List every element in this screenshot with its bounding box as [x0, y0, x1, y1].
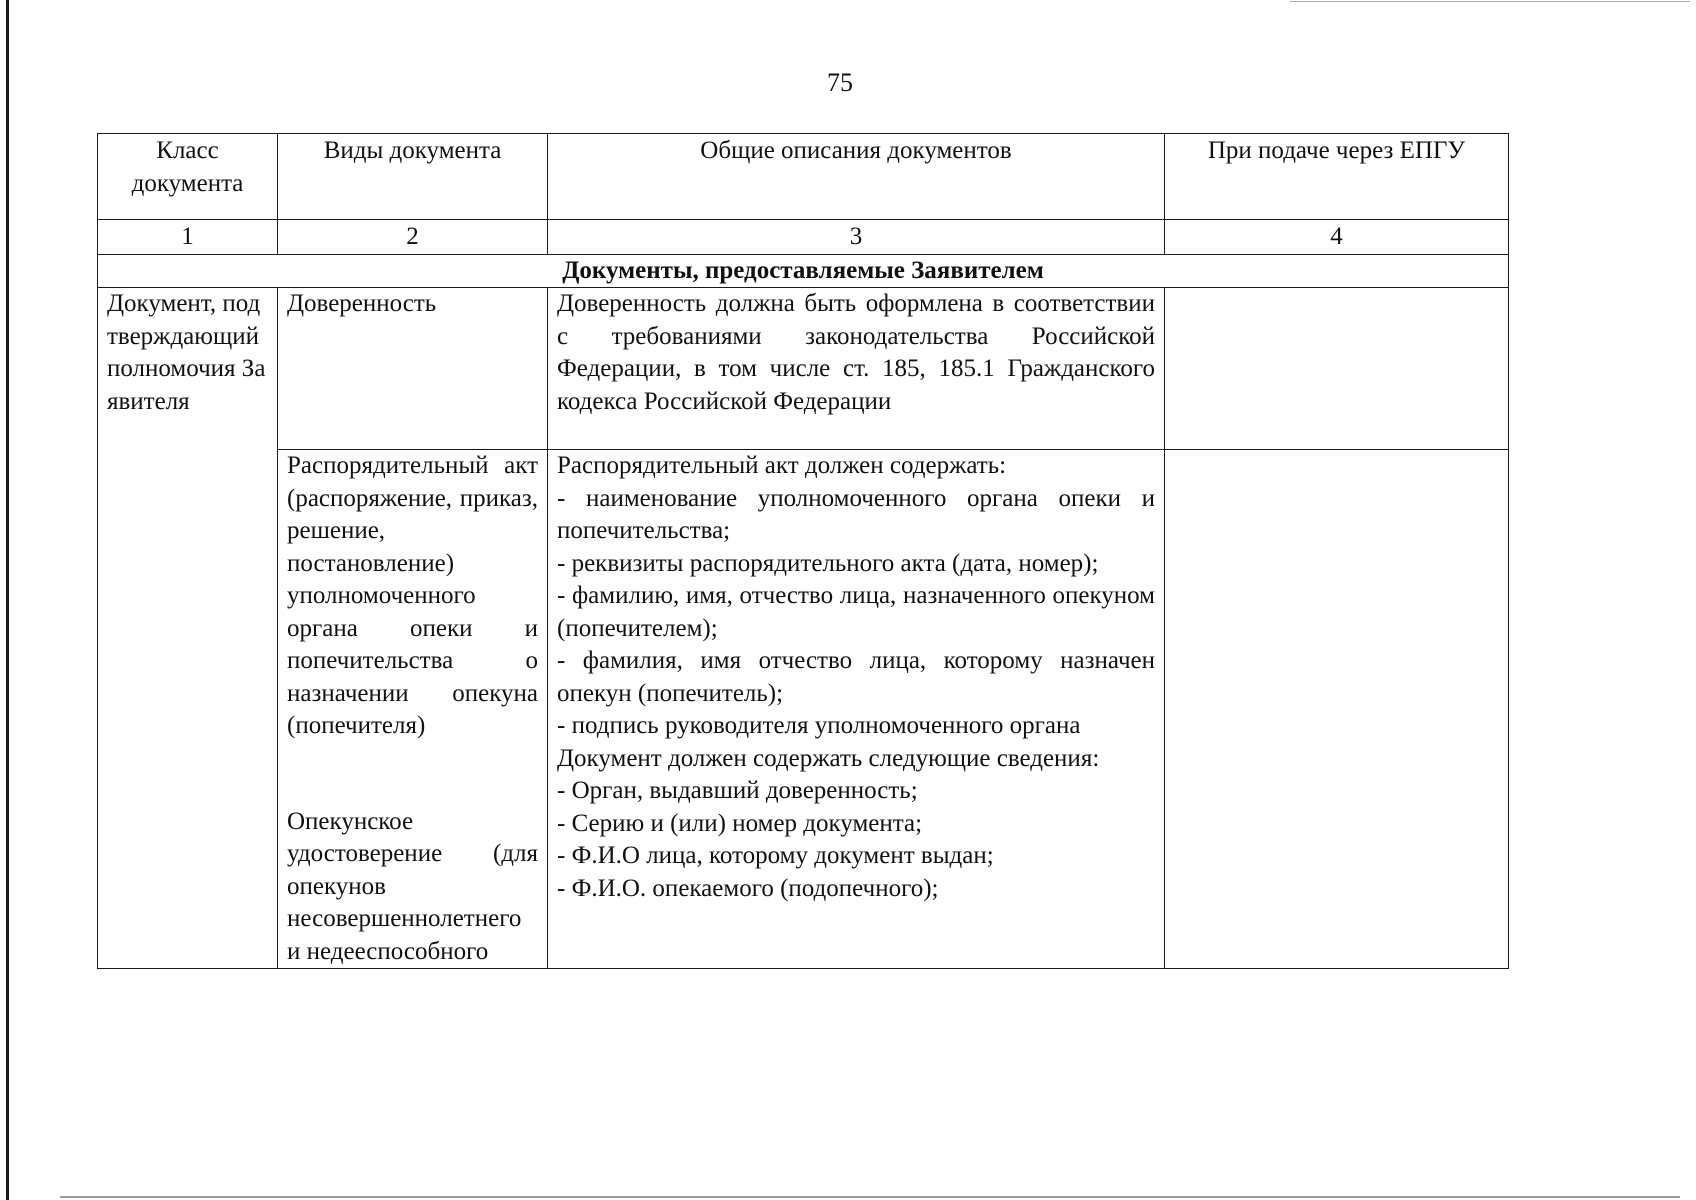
- description-intro: Распорядительный акт должен содержать:: [557, 452, 1007, 479]
- document-kind-label-2: Опекунское удостоверение (для опекунов несовершеннолетнего и недееспособного: [287, 807, 538, 965]
- header-kinds-label: Виды документа: [323, 137, 502, 164]
- description2-item: - Серию и (или) номер документа;: [557, 809, 923, 837]
- document-class-label: Документ, подтверждающий полномочия Заявителя: [107, 290, 266, 415]
- header-class-label: Класс документа: [131, 137, 244, 197]
- description2-item: - Ф.И.О. опекаемого (подопечного);: [557, 874, 939, 902]
- page-number: 75: [827, 68, 853, 97]
- header-epgu: [1165, 134, 1509, 220]
- documents-table: [97, 133, 1509, 969]
- document-kind-cell: [278, 450, 548, 969]
- document-kind-label: Доверенность: [287, 290, 437, 317]
- column-number-row: [98, 220, 1509, 255]
- description2-item: - Орган, выдавший доверенность;: [557, 777, 918, 804]
- table-row: [98, 450, 1509, 969]
- header-epgu-label: При подаче через ЕПГУ: [1207, 137, 1466, 164]
- column-number: 1: [98, 220, 278, 255]
- document-description-cell: [548, 288, 1165, 450]
- document-kind-cell: [278, 288, 548, 450]
- column-number: 2: [278, 220, 548, 255]
- table-row: [98, 288, 1509, 450]
- table-header-row: [98, 134, 1509, 220]
- document-kind-label: Распорядительный акт (распоряжение, приказ, решение, постановление) уполномоченного органа опеки и попечительства о назначении опекуна (попечителя): [287, 452, 538, 739]
- scan-border-bottom: [60, 1196, 1680, 1198]
- section-row: [98, 255, 1509, 288]
- document-class-cell: [98, 288, 278, 969]
- column-number: 3: [548, 220, 1165, 255]
- document-description-cell: [548, 450, 1165, 969]
- description2-intro: Документ должен содержать следующие сведения:: [557, 744, 1100, 772]
- document-description-text: Доверенность должна быть оформлена в соответствии с требованиями законодательства Российской Федерации, в том числе ст. 185, 185.1 Гражданского кодекса Российской Федерации: [557, 290, 1155, 415]
- epgu-cell: [1165, 288, 1509, 450]
- scan-border-top: [1290, 1, 1690, 2]
- description-item: - фамилия, имя отчество лица, которому назначен опекун (попечитель);: [557, 647, 1155, 707]
- header-descriptions: [548, 134, 1165, 220]
- description2-item: - Ф.И.О лица, которому документ выдан;: [557, 842, 994, 869]
- scan-border-left: [6, 0, 9, 1200]
- epgu-cell: [1165, 450, 1509, 969]
- description-item: - реквизиты распорядительного акта (дата, номер);: [557, 549, 1099, 577]
- header-kinds: [278, 134, 548, 220]
- header-class: [98, 134, 278, 220]
- column-number: 4: [1165, 220, 1509, 255]
- description-item: - подпись руководителя уполномоченного органа: [557, 712, 1081, 739]
- header-descriptions-label: Общие описания документов: [700, 137, 1012, 164]
- description-item: - фамилию, имя, отчество лица, назначенного опекуном (попечителем);: [557, 582, 1155, 642]
- section-title: Документы, предоставляемые Заявителем: [98, 255, 1509, 288]
- description-item: - наименование уполномоченного органа опеки и попечительства;: [557, 484, 1155, 544]
